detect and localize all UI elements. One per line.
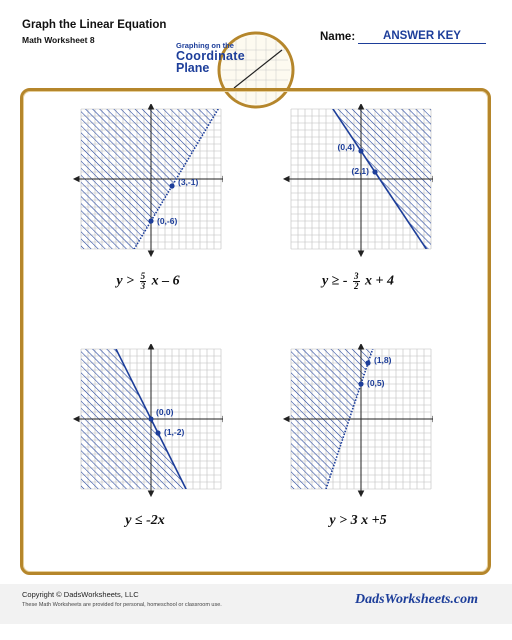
logo-text-line1: Graphing on the (176, 41, 234, 50)
equation-problem-1 (78, 272, 218, 291)
footer-note: These Math Worksheets are provided for personal, homeschool or classroom use. (22, 602, 222, 608)
point-label: (2,1) (351, 166, 369, 176)
equation-4-text: y > 3 x +5 (329, 513, 387, 528)
answer-key-field: ANSWER KEY (358, 30, 486, 44)
point-label: (3,-1) (178, 177, 199, 187)
equation-2-post: x + 4 (365, 273, 395, 289)
logo-text-line2: Coordinate (176, 49, 245, 63)
graph-problem-4 (283, 344, 433, 509)
plotted-point (148, 416, 153, 421)
plotted-point (365, 360, 370, 365)
shaded-region (283, 104, 433, 269)
shaded-region (283, 344, 433, 509)
graph-problem-1 (73, 104, 223, 269)
plotted-point (372, 169, 377, 174)
equation-problem-4 (288, 513, 428, 529)
equation-problem-2 (288, 272, 428, 291)
equation-1-fraction (140, 272, 147, 291)
plotted-point (358, 381, 363, 386)
equation-1-post: x – 6 (151, 273, 180, 289)
worksheet-title: Graph the Linear Equation (22, 19, 167, 31)
plotted-point (148, 218, 153, 223)
point-label: (0,5) (367, 378, 385, 388)
equation-1-denominator: 3 (140, 281, 146, 291)
graph-problem-3 (73, 344, 223, 509)
footer-copyright: Copyright © DadsWorksheets, LLC (22, 590, 139, 599)
graph-problem-2 (283, 104, 433, 269)
equation-3-text: y ≤ -2x (125, 513, 165, 528)
point-label: (0,-6) (157, 216, 178, 226)
footer-brand-logo: DadsWorksheets.com (355, 592, 479, 607)
equation-2-numerator: 3 (354, 271, 359, 281)
equation-1-numerator: 5 (140, 271, 146, 281)
equation-2-denominator: 2 (354, 281, 359, 291)
point-label: (1,8) (374, 355, 392, 365)
point-label: (0,4) (337, 142, 355, 152)
plotted-point (169, 183, 174, 188)
logo-text-line3: Plane (176, 61, 210, 75)
plotted-point (155, 430, 160, 435)
worksheet-subtitle: Math Worksheet 8 (22, 35, 95, 45)
equation-2-fraction (353, 272, 360, 291)
equation-1-pre: y > (116, 273, 135, 289)
equation-problem-3 (75, 513, 215, 529)
equation-2-pre: y ≥ - (321, 273, 348, 289)
plotted-point (358, 148, 363, 153)
point-label: (1,-2) (164, 427, 185, 437)
shaded-region (73, 344, 223, 509)
shaded-region (73, 104, 223, 269)
name-label: Name: (320, 31, 356, 43)
point-label: (0,0) (156, 407, 174, 417)
